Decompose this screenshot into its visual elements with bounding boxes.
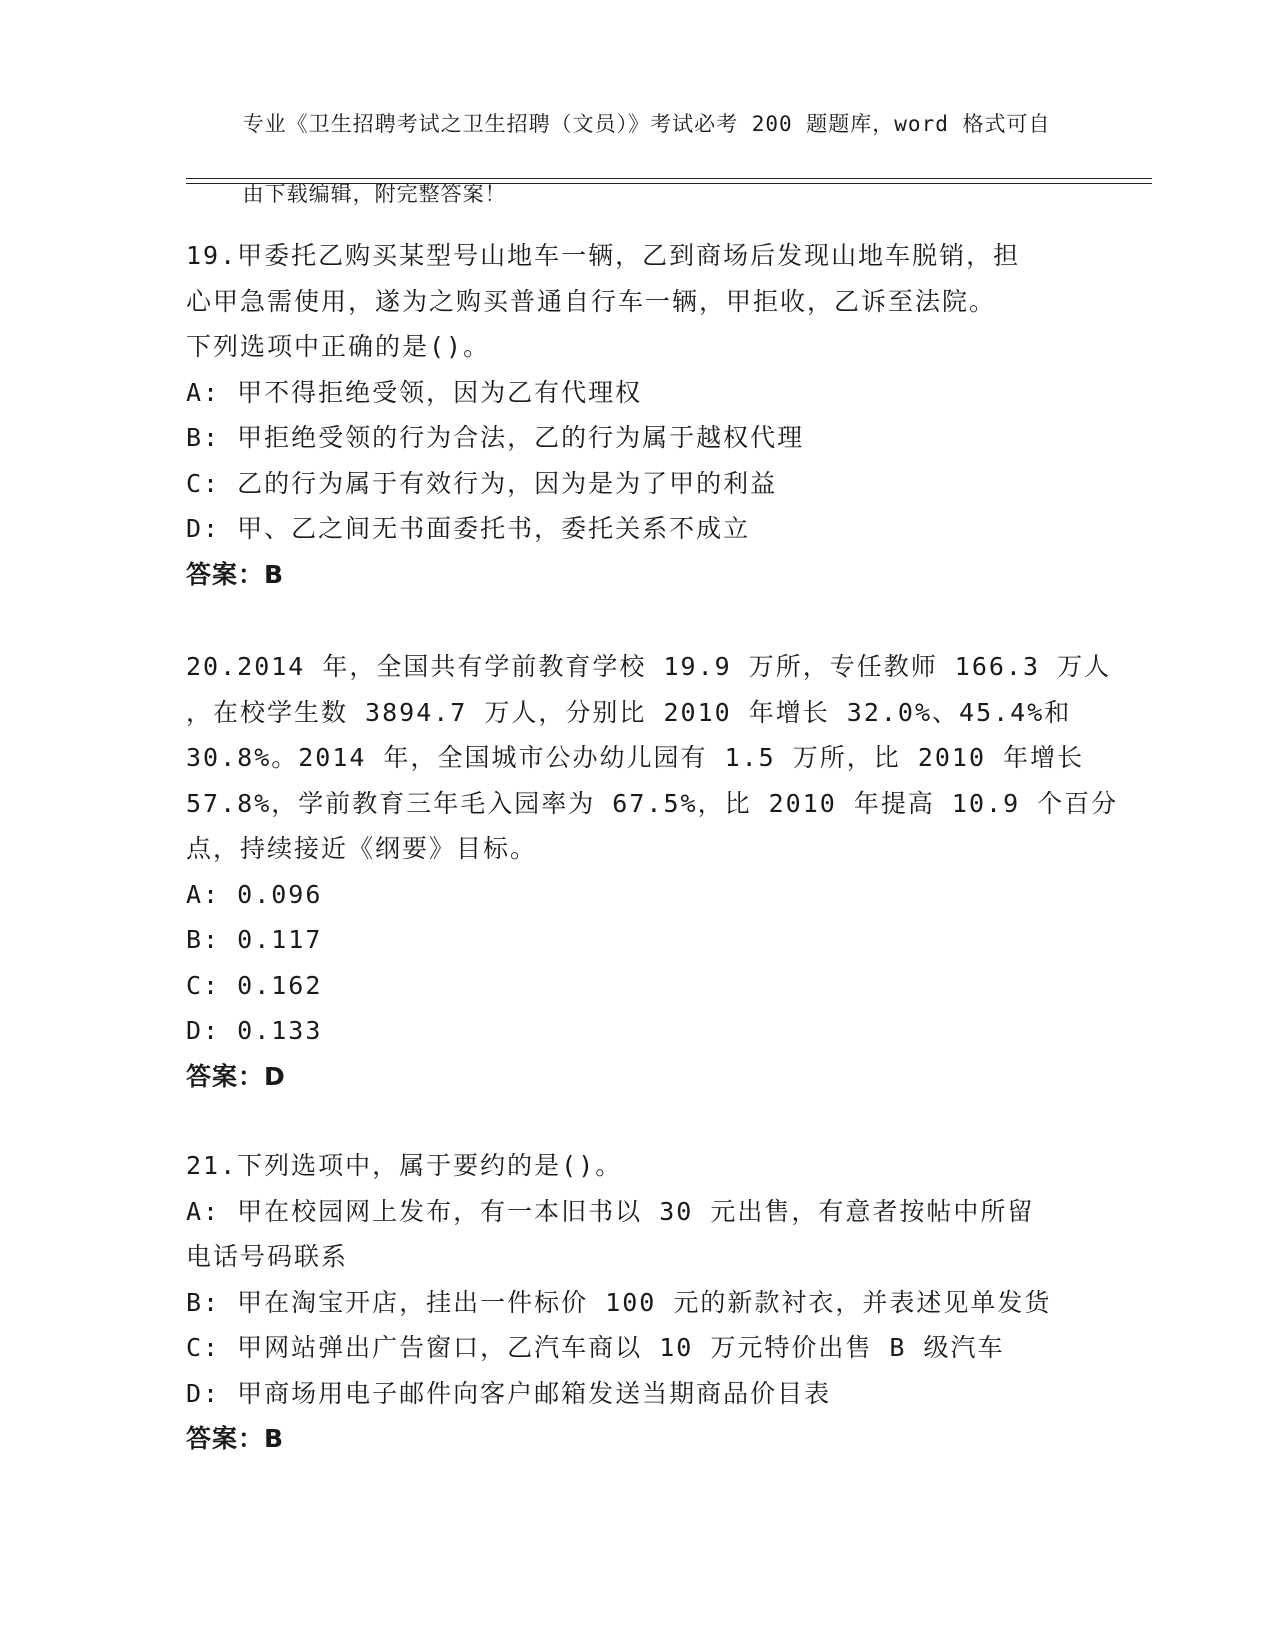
option-b: B: 甲拒绝受领的行为合法，乙的行为属于越权代理 xyxy=(186,423,805,452)
question-stem-line: 下列选项中正确的是()。 xyxy=(186,332,491,361)
option-b: B: 甲在淘宝开店，挂出一件标价 100 元的新款衬衣，并表述见单发货 xyxy=(186,1287,1052,1317)
answer-line: 答案：B xyxy=(186,1424,285,1453)
document-header xyxy=(188,72,1068,247)
answer-line: 答案：B xyxy=(186,559,285,589)
header-line-2: 由下载编辑，附完整答案！ xyxy=(242,182,507,206)
question-20 xyxy=(186,644,1119,1099)
question-stem-line: 19.甲委托乙购买某型号山地车一辆，乙到商场后发现山地车脱销，担 xyxy=(186,241,1021,270)
option-c: C: 0.162 xyxy=(186,970,323,1000)
option-c: C: 乙的行为属于有效行为，因为是为了甲的利益 xyxy=(186,468,778,498)
question-21 xyxy=(186,1143,1086,1462)
option-b: B: 0.117 xyxy=(186,925,323,954)
question-19 xyxy=(186,233,1086,597)
option-d: D: 0.133 xyxy=(186,1016,323,1045)
option-a: A: 0.096 xyxy=(186,879,323,909)
question-stem-line: 20.2014 年，全国共有学前教育学校 19.9 万所，专任教师 166.3 万人 xyxy=(186,652,1112,681)
question-stem-line: 57.8%，学前教育三年毛入园率为 67.5%，比 2010 年提高 10.9 个百分 xyxy=(186,788,1119,818)
question-stem-line: 点，持续接近《纲要》目标。 xyxy=(186,834,538,863)
header-divider-bottom xyxy=(186,183,1152,184)
answer-line: 答案：D xyxy=(186,1061,286,1091)
option-a-continued: 电话号码联系 xyxy=(186,1242,349,1271)
question-stem-line: 30.8%。2014 年，全国城市公办幼儿园有 1.5 万所，比 2010 年增长 xyxy=(186,743,1085,772)
question-stem-line: ，在校学生数 3894.7 万人，分别比 2010 年增长 32.0%、45.4%和 xyxy=(186,697,1072,727)
option-d: D: 甲、乙之间无书面委托书，委托关系不成立 xyxy=(186,514,751,543)
question-stem-line: 21.下列选项中，属于要约的是()。 xyxy=(186,1151,623,1180)
option-a: A: 甲不得拒绝受领，因为乙有代理权 xyxy=(186,377,643,407)
option-d: D: 甲商场用电子邮件向客户邮箱发送当期商品价目表 xyxy=(186,1378,832,1408)
header-divider-top xyxy=(186,178,1152,179)
option-c: C: 甲网站弹出广告窗口，乙汽车商以 10 万元特价出售 B 级汽车 xyxy=(186,1333,1005,1362)
question-stem-line: 心甲急需使用，遂为之购买普通自行车一辆，甲拒收，乙诉至法院。 xyxy=(186,286,997,316)
option-a: A: 甲在校园网上发布，有一本旧书以 30 元出售，有意者按帖中所留 xyxy=(186,1196,1035,1226)
header-line-1: 专业《卫生招聘考试之卫生招聘（文员）》考试必考 200 题题库，word 格式可自 xyxy=(242,112,1051,136)
